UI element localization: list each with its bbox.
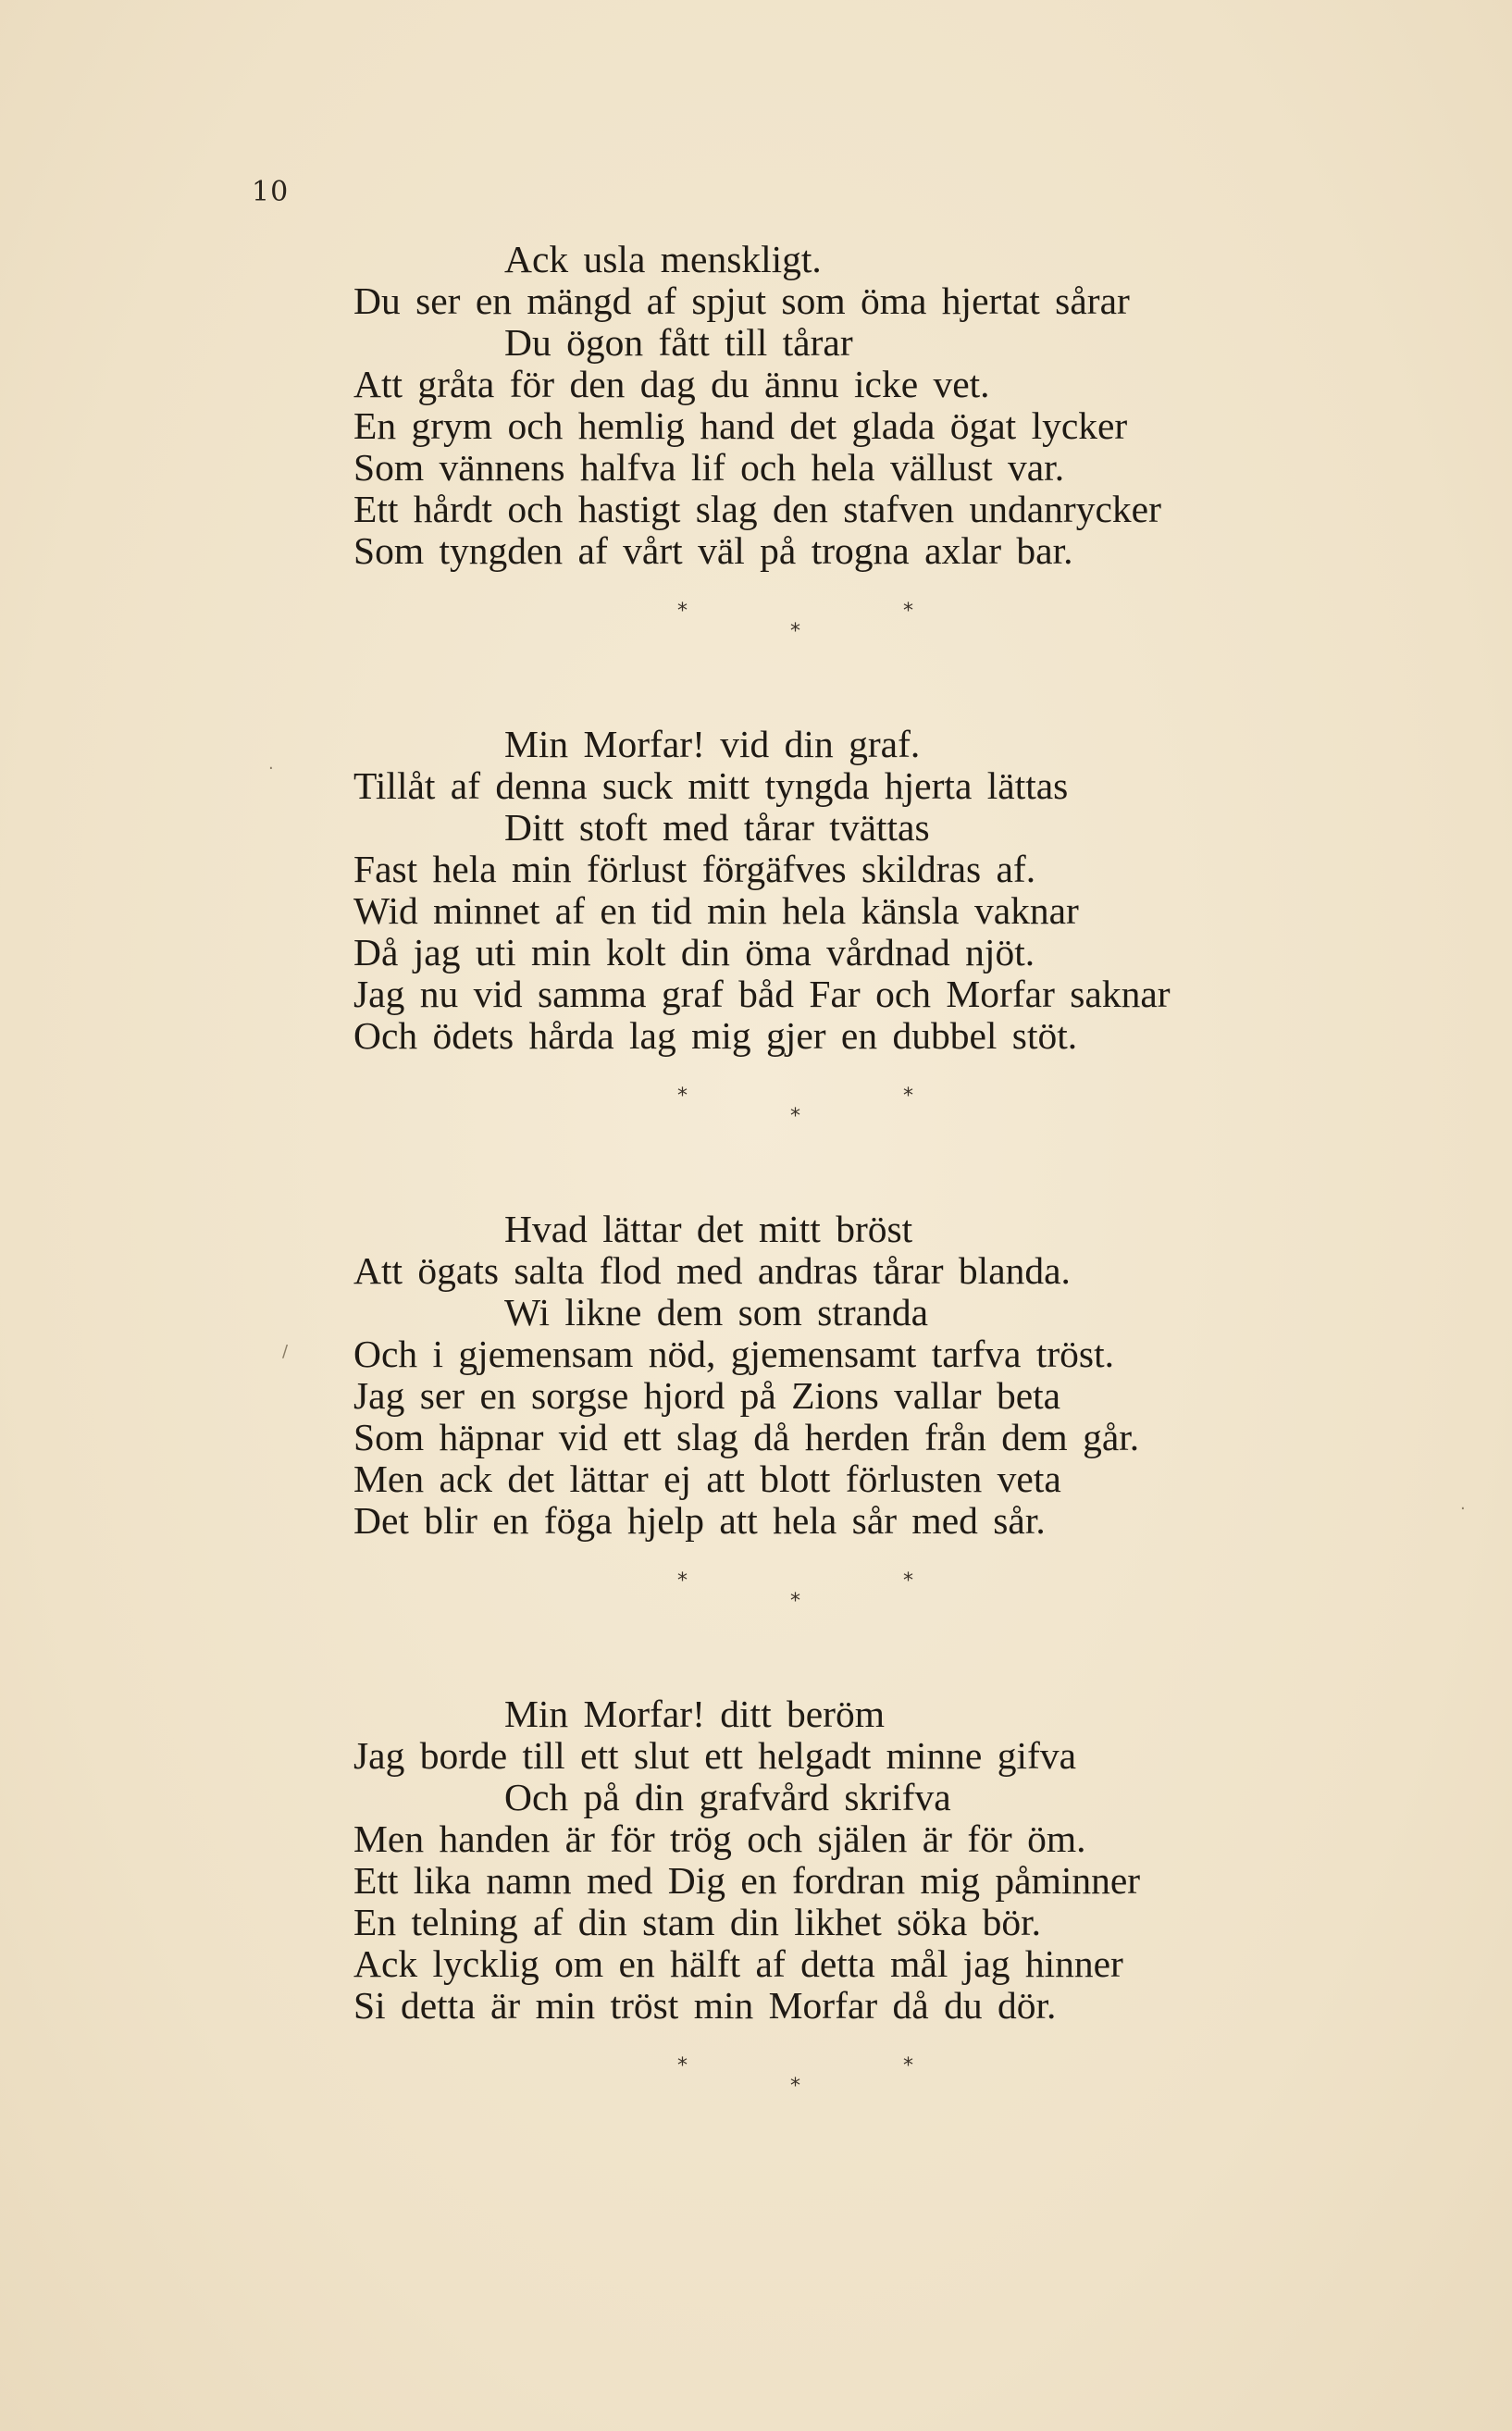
poem-line: Som vännens halfva lif och hela vällust var.: [353, 446, 1065, 489]
stanza-separator: [353, 1542, 1334, 1693]
poem-line: Och i gjemensam nöd, gjemensamt tarfva tröst.: [353, 1333, 1114, 1375]
asterisk-ornament: *: [677, 1085, 688, 1108]
asterisk-ornament: *: [677, 600, 688, 623]
poem-line: Ett hårdt och hastigt slag den stafven undanrycker: [353, 488, 1161, 530]
poem-line: Ack lycklig om en hälft af detta mål jag hinner: [353, 1942, 1123, 1985]
stanza: [353, 724, 1334, 1057]
poem-line: Si detta är min tröst min Morfar då du dör.: [353, 1984, 1057, 2027]
asterisk-ornament: *: [903, 2054, 913, 2078]
asterisk-ornament: *: [903, 600, 913, 623]
poem-line: Och på din grafvård skrifva: [504, 1776, 951, 1818]
page-number: 10: [252, 176, 290, 208]
stanza-separator: [353, 572, 1334, 724]
poem-line: Jag nu vid samma graf båd Far och Morfar saknar: [353, 973, 1171, 1015]
poem-line: En grym och hemlig hand det glada ögat lycker: [353, 404, 1128, 447]
poem-line: Fast hela min förlust förgäfves skildras af.: [353, 848, 1036, 890]
stanza: [353, 1209, 1334, 1542]
asterisk-ornament: *: [903, 1085, 913, 1108]
stanza: [353, 239, 1334, 572]
poem-line: Min Morfar! vid din graf.: [504, 723, 921, 765]
poem-line: Ett lika namn med Dig en fordran mig påminner: [353, 1859, 1141, 1902]
poem-line: Men ack det lättar ej att blott förlusten veta: [353, 1457, 1061, 1500]
poem-line: En telning af din stam din likhet söka bör.: [353, 1901, 1042, 1943]
poem-line: Och ödets hårda lag mig gjer en dubbel stöt.: [353, 1014, 1078, 1057]
stanza-separator: [353, 2027, 1334, 2178]
poem-line: Att ögats salta flod med andras tårar blanda.: [353, 1249, 1071, 1292]
poem-line: Tillåt af denna suck mitt tyngda hjerta lättas: [353, 764, 1069, 807]
poem-line: Ditt stoft med tårar tvättas: [504, 806, 930, 849]
poem-line: Då jag uti min kolt din öma vårdnad njöt.: [353, 931, 1035, 974]
poem-line: Som tyngden af vårt väl på trogna axlar bar.: [353, 529, 1073, 572]
poem-line: Min Morfar! ditt beröm: [504, 1693, 886, 1735]
margin-speck: /: [282, 1342, 289, 1361]
margin-speck: ·: [268, 759, 274, 778]
stanza-separator: [353, 1057, 1334, 1209]
poem-line: Jag ser en sorgse hjord på Zions vallar beta: [353, 1374, 1061, 1417]
margin-speck: ·: [1460, 1499, 1466, 1519]
poem-line: Wid minnet af en tid min hela känsla vaknar: [353, 889, 1079, 932]
poem-line: Jag borde till ett slut ett helgadt minne gifva: [353, 1734, 1076, 1777]
poem: [353, 239, 1334, 2178]
poem-line: Ack usla menskligt.: [504, 238, 822, 280]
asterisk-ornament: *: [790, 1590, 800, 1613]
poem-line: Du ser en mängd af spjut som öma hjertat sårar: [353, 279, 1130, 322]
stanza: [353, 1693, 1334, 2027]
poem-line: Wi likne dem som stranda: [504, 1291, 928, 1333]
asterisk-ornament: *: [790, 620, 800, 643]
asterisk-ornament: *: [903, 1569, 913, 1593]
asterisk-ornament: *: [790, 2075, 800, 2098]
asterisk-ornament: *: [790, 1105, 800, 1128]
poem-line: Hvad lättar det mitt bröst: [504, 1208, 913, 1250]
poem-line: Du ögon fått till tårar: [504, 321, 853, 364]
poem-line: Att gråta för den dag du ännu icke vet.: [353, 363, 990, 405]
asterisk-ornament: *: [677, 2054, 688, 2078]
poem-line: Men handen är för trög och själen är för öm.: [353, 1817, 1086, 1860]
poem-line: Det blir en föga hjelp att hela sår med sår.: [353, 1499, 1046, 1542]
poem-line: Som häpnar vid ett slag då herden från dem går.: [353, 1416, 1140, 1458]
asterisk-ornament: *: [677, 1569, 688, 1593]
